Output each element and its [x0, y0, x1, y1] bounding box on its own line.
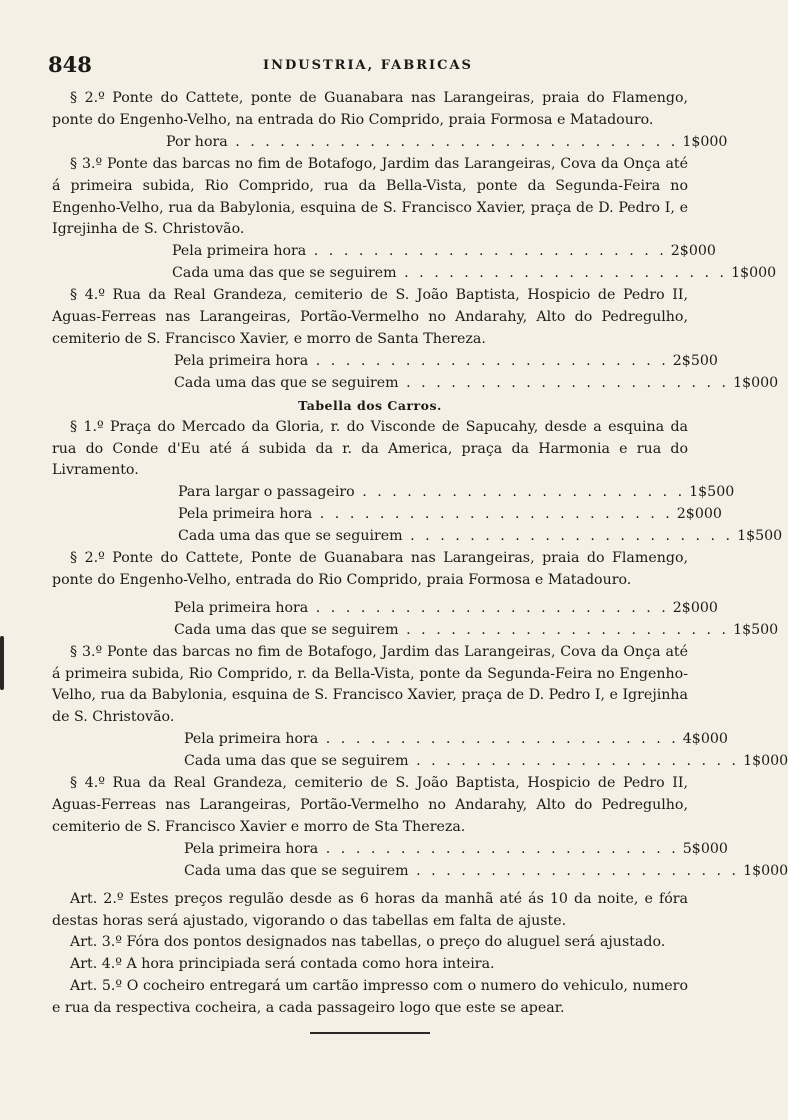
rate-label: Pela primeira hora — [184, 840, 319, 857]
closing-rule — [310, 1032, 430, 1034]
rate-list — [174, 351, 779, 395]
rate-price: 1$000 — [743, 862, 788, 879]
rate-line: Pela primeira hora . . . . . . . . . . . . . . . . . . . . . . . . 5$000 — [184, 839, 580, 861]
article-paragraph: Art. 4.º A hora principiada será contada como hora inteira. — [70, 956, 495, 973]
rate-line: Pela primeira hora . . . . . . . . . . . . . . . . . . . . . . . . 2$000 — [174, 598, 574, 620]
rate-price: 1$500 — [689, 484, 735, 501]
rate-price: 1$000 — [733, 374, 779, 391]
rate-line: Cada uma das que se seguirem . . . . . . . . . . . . . . . . . . . . . . 1$500 — [178, 526, 570, 548]
rate-list — [184, 729, 788, 773]
rate-label: Cada uma das que se seguirem — [174, 621, 399, 638]
section-paragraph: § 3.º Ponte das barcas no fim de Botafogo, Jardim das Larangeiras, Cova da Onça até á primeira subida, Rio Comprido, r. da Bella-Vista, ponte da Segunda-Feira no Engenho-Velho, rua da Babylonia, esquina de S. Francisco Xavier, praça de D. Pedro I, e Igrejinha de S. Christovão. — [52, 643, 688, 726]
rate-price: 2$000 — [676, 506, 722, 523]
binding-edge-mark — [0, 636, 4, 690]
page-number: 848 — [48, 52, 92, 77]
rate-price: 1$500 — [733, 621, 779, 638]
rate-label: Cada uma das que se seguirem — [172, 265, 397, 282]
rate-price: 1$000 — [682, 133, 728, 150]
rate-line: Cada uma das que se seguirem . . . . . . . . . . . . . . . . . . . . . . 1$000 — [184, 861, 580, 883]
running-title: INDUSTRIA, FABRICAS — [263, 58, 473, 73]
rate-line: Para largar o passageiro . . . . . . . . . . . . . . . . . . . . . . 1$500 — [178, 482, 570, 504]
section-paragraph: § 4.º Rua da Real Grandeza, cemiterio de S. João Baptista, Hospicio de Pedro II, Aguas-Ferreas nas Larangeiras, Portão-Vermelho no Andarahy, Alto do Pedregulho, cemiterio de S. Francisco Xavier e morro de Sta Thereza. — [52, 775, 688, 835]
rate-price: 5$000 — [682, 840, 728, 857]
rate-price: 2$000 — [672, 599, 718, 616]
section-paragraph: § 2.º Ponte do Cattete, ponte de Guanabara nas Larangeiras, praia do Flamengo, ponte do Engenho-Velho, na entrada do Rio Comprido, praia Formosa e Matadouro. — [52, 90, 688, 128]
rate-price: 4$000 — [682, 731, 728, 748]
rate-label: Cada uma das que se seguirem — [178, 528, 403, 545]
rate-list — [172, 241, 777, 285]
rate-label: Pela primeira hora — [178, 506, 313, 523]
rate-label: Cada uma das que se seguirem — [184, 862, 409, 879]
rate-label: Cada uma das que se seguirem — [184, 753, 409, 770]
rate-label: Pela primeira hora — [184, 731, 319, 748]
rate-label: Pela primeira hora — [174, 352, 309, 369]
rate-list — [174, 598, 779, 642]
rate-price: 2$000 — [670, 243, 716, 260]
article-paragraph: Art. 3.º Fóra dos pontos designados nas tabellas, o preço do aluguel será ajustado. — [70, 934, 666, 951]
rate-line: Cada uma das que se seguirem . . . . . . . . . . . . . . . . . . . . . . 1$000 — [184, 751, 580, 773]
article-paragraph: Art. 2.º Estes preços regulão desde as 6 horas da manhã até ás 10 da noite, e fóra destas horas será ajustado, vigorando o das tabellas em falta de ajuste. — [52, 890, 688, 929]
rate-price: 1$000 — [743, 753, 788, 770]
rate-line: Cada uma das que se seguirem . . . . . . . . . . . . . . . . . . . . . . 1$000 — [172, 263, 566, 285]
section-paragraph: § 1.º Praça do Mercado da Gloria, r. do Visconde de Sapucahy, desde a esquina da rua do Conde d'Eu até á subida da r. da America, praça da Harmonia e rua do Livramento. — [52, 418, 688, 479]
rate-line: Cada uma das que se seguirem . . . . . . . . . . . . . . . . . . . . . . 1$000 — [174, 373, 586, 395]
rate-list — [166, 132, 728, 154]
rate-label: Pela primeira hora — [172, 243, 307, 260]
rate-label: Pela primeira hora — [174, 599, 309, 616]
rate-label: Para largar o passageiro — [178, 484, 355, 501]
rate-price: 1$000 — [731, 265, 777, 282]
page-body — [52, 88, 788, 1034]
rate-line: Cada uma das que se seguirem . . . . . . . . . . . . . . . . . . . . . . 1$500 — [174, 620, 574, 642]
rate-price: 2$500 — [672, 352, 718, 369]
rate-list — [178, 482, 783, 548]
rate-line: Pela primeira hora . . . . . . . . . . . . . . . . . . . . . . . . 2$500 — [174, 351, 586, 373]
rate-line: Pela primeira hora . . . . . . . . . . . . . . . . . . . . . . . . 2$000 — [172, 241, 566, 263]
section-paragraph: § 4.º Rua da Real Grandeza, cemiterio de S. João Baptista, Hospicio de Pedro II, Aguas-Ferreas nas Larangeiras, Portão-Vermelho no Andarahy, Alto do Pedregulho, cemiterio de S. Francisco Xavier, e morro de Santa Thereza. — [52, 287, 688, 347]
rate-line: Por hora . . . . . . . . . . . . . . . . . . . . . . . . . . . . . . 1$000 — [166, 132, 578, 154]
section-title: Tabella dos Carros. — [298, 397, 442, 413]
section-paragraph: § 2.º Ponte do Cattete, Ponte de Guanabara nas Larangeiras, praia do Flamengo, ponte do Engenho-Velho, entrada do Rio Comprido, praia Formosa e Matadouro. — [52, 550, 688, 588]
page-header — [48, 52, 688, 82]
rate-line: Pela primeira hora . . . . . . . . . . . . . . . . . . . . . . . . 4$000 — [184, 729, 580, 751]
section-paragraph: § 3.º Ponte das barcas no fim de Botafogo, Jardim das Larangeiras, Cova da Onça até á primeira subida, Rio Comprido, rua da Bella-Vista, ponte da Segunda-Feira no Engenho-Velho, rua da Babylonia, esquina de S. Francisco Xavier, praça de D. Pedro I, e Igrejinha de S. Christovão. — [52, 155, 688, 238]
rate-price: 1$500 — [737, 528, 783, 545]
rate-line: Pela primeira hora . . . . . . . . . . . . . . . . . . . . . . . . 2$000 — [178, 504, 570, 526]
rate-list — [184, 839, 788, 883]
rate-label: Por hora — [166, 133, 228, 150]
article-paragraph: Art. 5.º O cocheiro entregará um cartão impresso com o numero do vehiculo, numero e rua da respectiva cocheira, a cada passageiro logo que este se apear. — [52, 978, 688, 1017]
rate-label: Cada uma das que se seguirem — [174, 374, 399, 391]
